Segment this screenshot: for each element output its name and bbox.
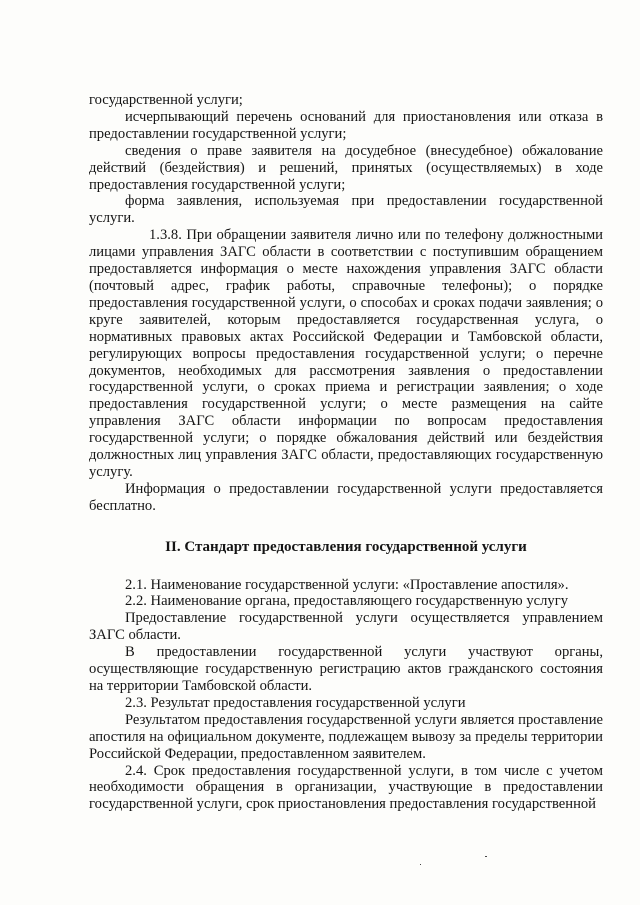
paragraph-continuation: государственной услуги; bbox=[89, 92, 243, 108]
paragraph-2-2: 2.2. Наименование органа, предоставляющего государственную услугу bbox=[125, 593, 568, 610]
paragraph-2-3: 2.3. Результат предоставления государственной услуги bbox=[125, 694, 466, 711]
paragraph-authority: Предоставление государственной услуги осуществляется управлением ЗАГС области. bbox=[89, 610, 603, 644]
paragraph-result: Результатом предоставления государственной услуги является проставление апостиля на официальном документе, подлежащем вывозу за пределы территории Российской Федерации, предоставленном заявителем. bbox=[89, 711, 603, 762]
paragraph-2-4: 2.4. Срок предоставления государственной услуги, в том числе с учетом необходимости обращения в организации, участвующие в предоставлении государственной услуги, срок приостановления предоставления государственной bbox=[89, 762, 603, 813]
paragraph-2-1: 2.1. Наименование государственной услуги: «Проставление апостиля». bbox=[125, 576, 569, 593]
document-body bbox=[89, 92, 603, 813]
scan-speck bbox=[420, 864, 421, 865]
paragraph-refusal-grounds: исчерпывающий перечень оснований для приостановления или отказа в предоставлении государственной услуги; bbox=[89, 108, 603, 142]
scan-speck bbox=[485, 856, 487, 857]
paragraph-appeal-rights: сведения о праве заявителя на досудебное (внесудебное) обжалование действий (бездействия) и решений, принятых (осуществляемых) в ходе предоставления государственной услуги; bbox=[89, 142, 603, 193]
paragraph-1-3-8: 1.3.8. При обращении заявителя лично или по телефону должностными лицами управления ЗАГС области в соответствии с поступившим обращением предоставляется информация о месте нахождения управления ЗАГС области (почтовый адрес, график работы, справочные телефоны); о порядке предоставления государственной услуги, о способах и сроках подачи заявления; о круге заявителей, которым предоставляется государственная услуга, о нормативных правовых актах Российской Федерации и Тамбовской области, регулирующих вопросы предоставления государственной услуги; о перечне документов, необходимых для рассмотрения заявления о предоставлении государственной услуги, о сроках приема и регистрации заявления; о ходе предоставления государственной услуги; о месте размещения на сайте управления ЗАГС области информации по вопросам предоставления государственной услуги; о порядке обжалования действий или бездействия должностных лиц управления ЗАГС области, предоставляющих государственную услугу. bbox=[89, 227, 603, 480]
paragraph-application-form: форма заявления, используемая при предоставлении государственной услуги. bbox=[89, 193, 603, 227]
paragraph-participants: В предоставлении государственной услуги участвуют органы, осуществляющие государственную регистрацию актов гражданского состояния на территории Тамбовской области. bbox=[89, 644, 603, 694]
paragraph-free-information: Информация о предоставлении государственной услуги предоставляется бесплатно. bbox=[89, 480, 603, 514]
section-heading: II. Стандарт предоставления государственной услуги bbox=[165, 538, 527, 555]
